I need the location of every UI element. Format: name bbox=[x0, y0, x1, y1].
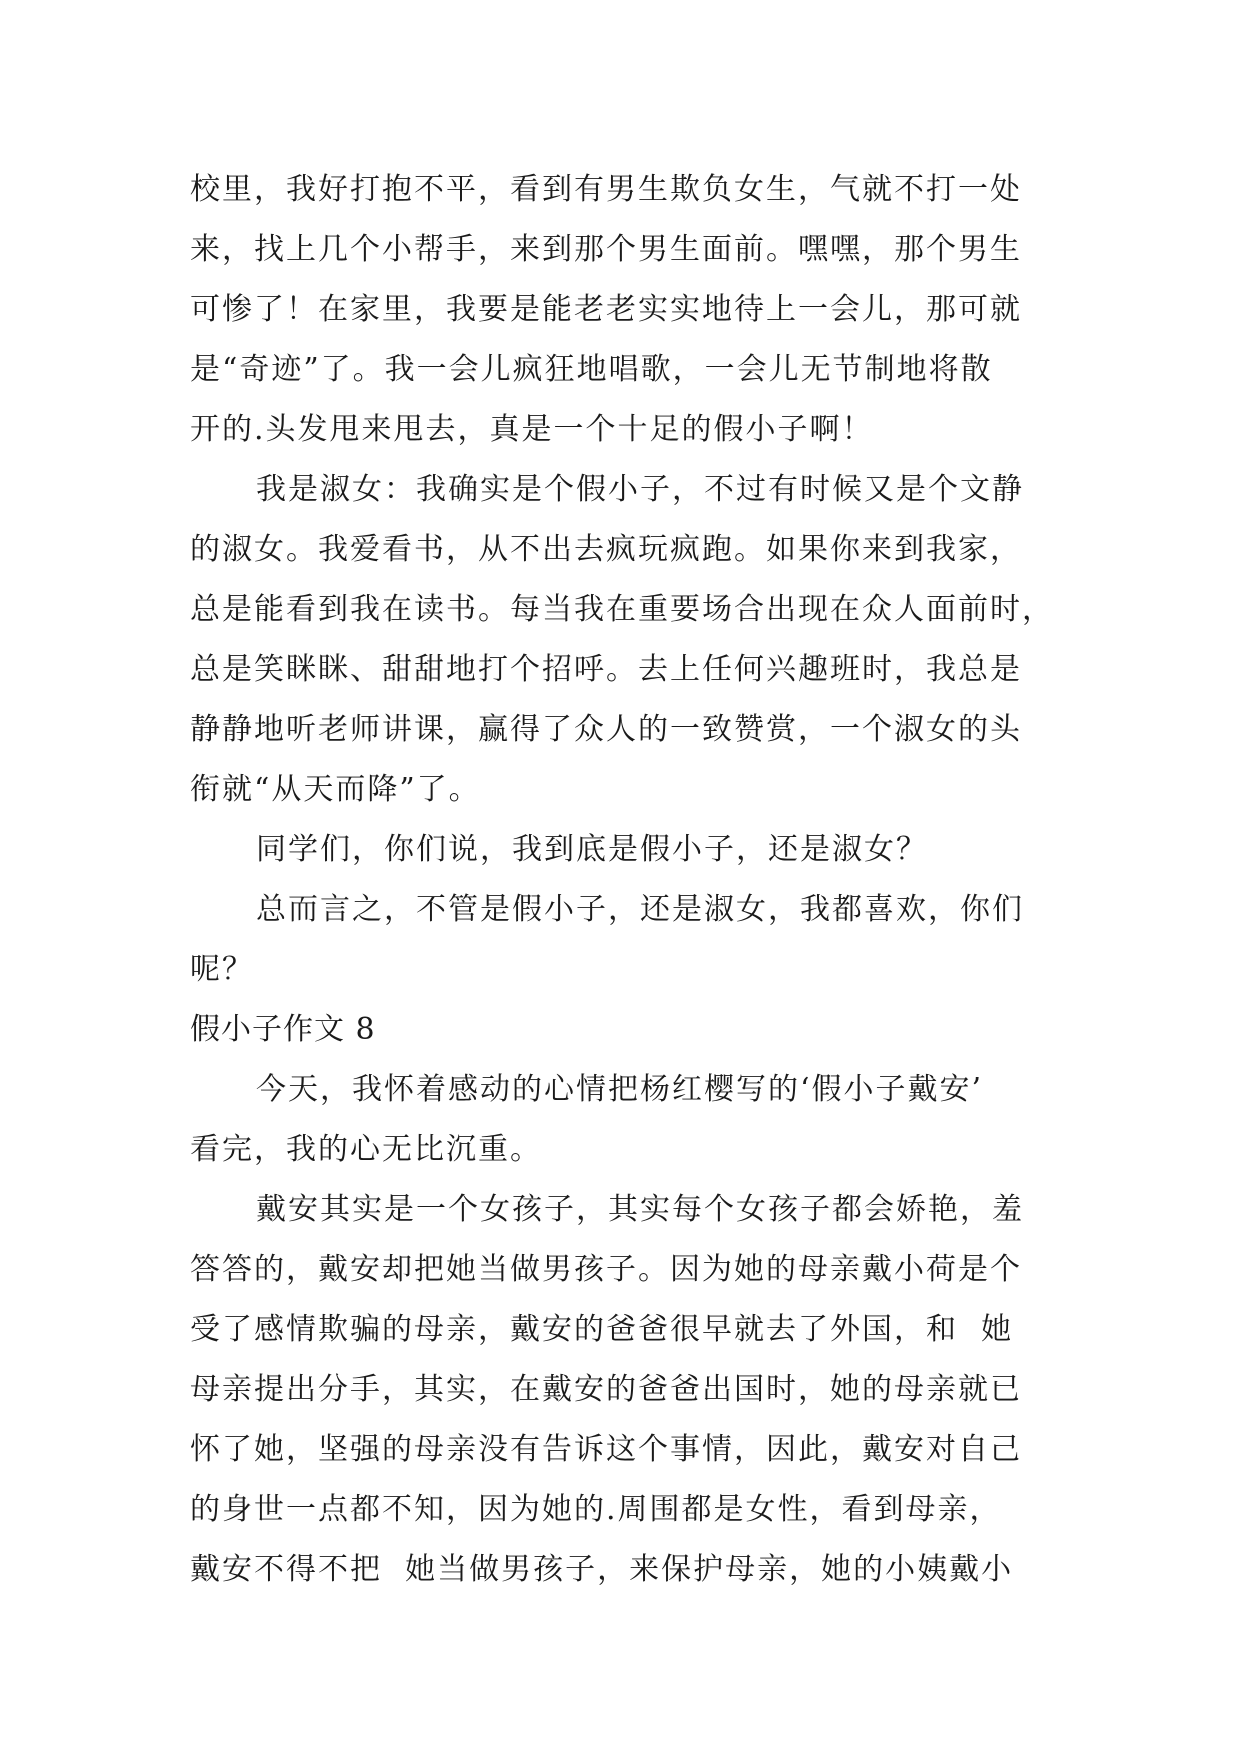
text-line: 开的.头发甩来甩去，真是一个十足的假小子啊！ bbox=[190, 412, 874, 447]
text-line: 总是笑眯眯、甜甜地打个招呼。去上任何兴趣班时，我总是 bbox=[190, 652, 1022, 687]
text-line: 衔就“从天而降”了。 bbox=[190, 772, 481, 807]
text-line: 母亲提出分手，其实，在戴安的爸爸出国时，她的母亲就已 bbox=[190, 1372, 1022, 1407]
text-line: 答答的，戴安却把她当做男孩子。因为她的母亲戴小荷是个 bbox=[190, 1252, 1022, 1287]
section-heading: 假小子作文 8 bbox=[190, 1012, 376, 1047]
text-line: 是“奇迹”了。我一会儿疯狂地唱歌，一会儿无节制地将散 bbox=[190, 352, 993, 387]
text-line: 静静地听老师讲课，赢得了众人的一致赞赏，一个淑女的头 bbox=[190, 712, 1022, 747]
paragraph-start-line: 今天，我怀着感动的心情把杨红樱写的‘假小子戴安’ bbox=[256, 1072, 984, 1107]
text-line: 总是能看到我在读书。每当我在重要场合出现在众人面前时， bbox=[190, 592, 1054, 627]
text-line: 呢？ bbox=[190, 952, 254, 987]
paragraph-start-line: 同学们，你们说，我到底是假小子，还是淑女？ bbox=[256, 832, 928, 867]
paragraph-start-line: 我是淑女：我确实是个假小子，不过有时候又是个文静 bbox=[256, 472, 1024, 507]
text-line: 戴安不得不把 她当做男孩子，来保护母亲，她的小姨戴小 bbox=[190, 1552, 1014, 1587]
text-line: 的身世一点都不知，因为她的.周围都是女性，看到母亲， bbox=[190, 1492, 1002, 1527]
paragraph-start-line: 总而言之，不管是假小子，还是淑女，我都喜欢，你们 bbox=[256, 892, 1024, 927]
text-line: 受了感情欺骗的母亲，戴安的爸爸很早就去了外国，和 她 bbox=[190, 1312, 1014, 1347]
text-line: 校里，我好打抱不平，看到有男生欺负女生，气就不打一处 bbox=[190, 172, 1022, 207]
text-line: 怀了她，坚强的母亲没有告诉这个事情，因此，戴安对自己 bbox=[190, 1432, 1022, 1467]
text-line: 的淑女。我爱看书，从不出去疯玩疯跑。如果你来到我家， bbox=[190, 532, 1022, 567]
text-line: 看完，我的心无比沉重。 bbox=[190, 1132, 542, 1167]
text-line: 可惨了！在家里，我要是能老老实实地待上一会儿，那可就 bbox=[190, 292, 1022, 327]
text-line: 来，找上几个小帮手，来到那个男生面前。嘿嘿，那个男生 bbox=[190, 232, 1022, 267]
paragraph-start-line: 戴安其实是一个女孩子，其实每个女孩子都会娇艳，羞 bbox=[256, 1192, 1024, 1227]
document-body bbox=[190, 160, 1052, 1600]
